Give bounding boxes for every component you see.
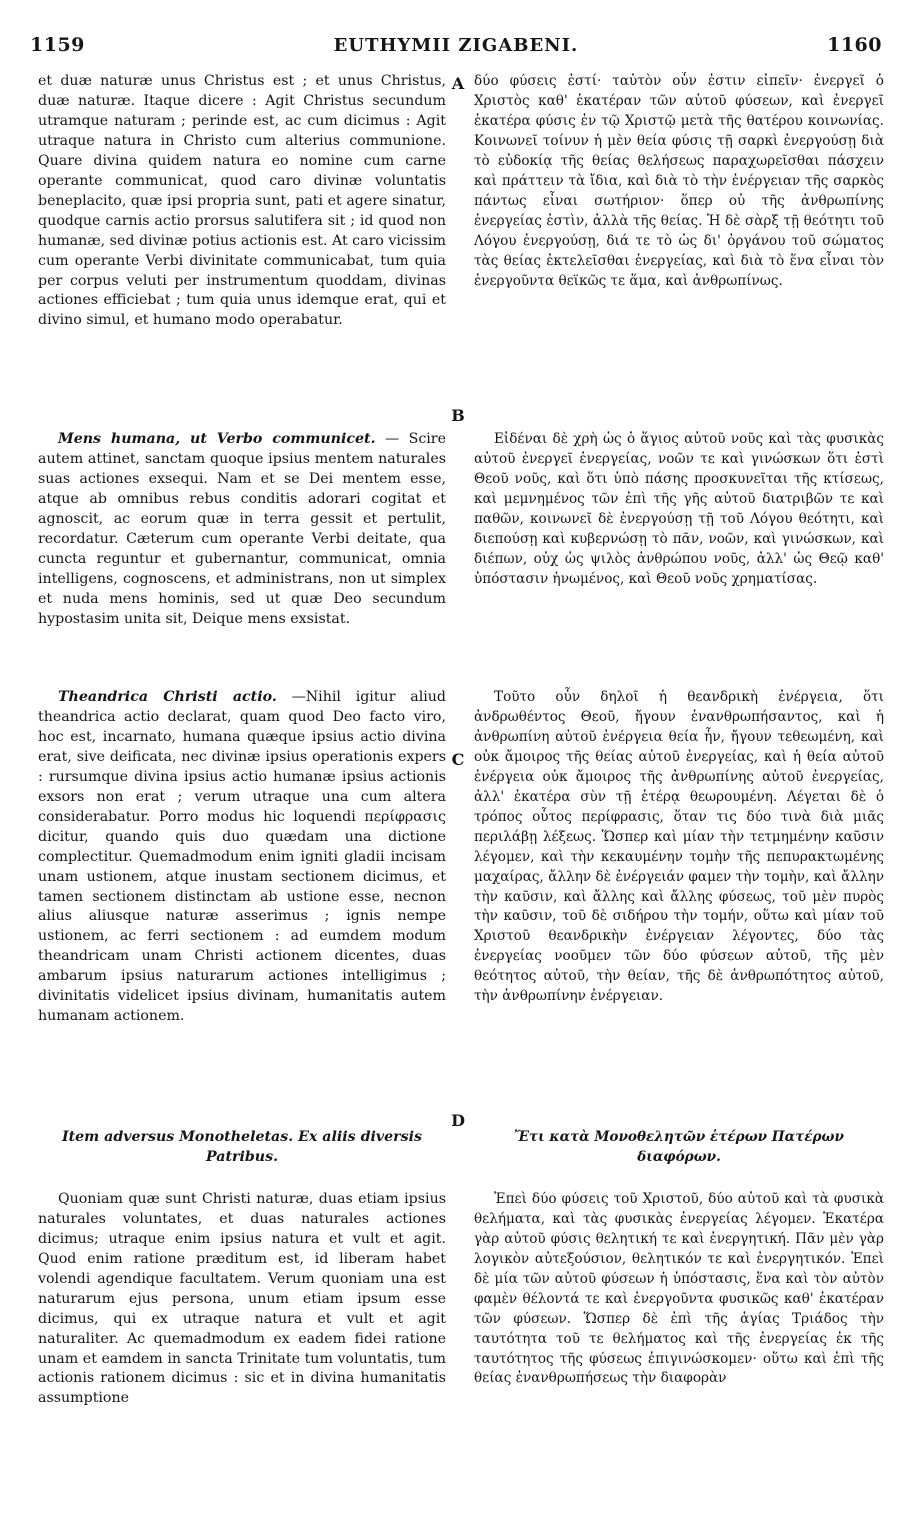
running-header [30,34,882,64]
greek-paragraph: δύο φύσεις ἐστί· ταὐτὸν οὖν ἐστιν εἰπεῖν· ἐνεργεῖ ὁ Χριστὸς καθ' ἑκατέραν τῶν αὐτοῦ φύσεων, καὶ ἐνεργεῖ ἑκατέρα φύσις ἐν τῷ Χριστῷ μετὰ τῆς θατέρου κοινωνίας. Κοινωνεῖ τοίνυν ἡ μὲν θεία φύσις τῇ σαρκὶ ἐνεργούσῃ διὰ τὸ εὐδοκίᾳ τῆς θείας θελήσεως παραχωρεῖσθαι πάσχειν καὶ πράττειν τὰ ἴδια, καὶ διὰ τὸ τὴν ἐνέργειαν τῆς σαρκὸς πάντως εἶναι σωτήριον· ὅπερ οὐ τῆς ἀνθρωπίνης ἐνεργείας ἐστὶν, ἀλλὰ τῆς θείας. Ἡ δὲ σὰρξ τῇ θεότητι τοῦ Λόγου ἐνεργούσῃ, διά τε τὸ ὡς δι' ὀργάνου τοῦ σώματος τὰς θείας ἐκτελεῖσθαι ἐνεργείας, καὶ διὰ τὸ ἕνα εἶναι τὸν ἐνεργοῦντα θεϊκῶς τε ἅμα, καὶ ἀνθρωπίνως. [474,73,884,289]
greek-paragraph: Τοῦτο οὖν δηλοῖ ἡ θεανδρικὴ ἐνέργεια, ὅτι ἀνδρωθέντος Θεοῦ, ἤγουν ἐνανθρωπήσαντος, καὶ ἡ ἀνθρωπίνη αὐτοῦ ἐνέργεια θεία ἦν, ἤγουν τεθεωμένη, καὶ οὐκ ἄμοιρος τῆς θείας αὐτοῦ ἐνεργείας, καὶ ἡ θεία αὐτοῦ ἐνέργεια οὐκ ἄμοιρος τῆς ἀνθρωπίνης αὐτοῦ ἐνεργείας, ἀλλ' ἑκατέρα σὺν τῇ ἑτέρᾳ θεωρουμένη. Λέγεται δὲ ὁ τρόπος οὗτος περίφρασις, ὅταν τις δύο τινὰ διὰ μιᾶς περιλάβῃ λέξεως. Ὥσπερ καὶ μίαν τὴν τετμημένην καῦσιν λέγομεν, καὶ τὴν κεκαυμένην τομὴν τῆς πεπυρακτωμένης μαχαίρας, ἄλλην δὲ ἐνέργειάν φαμεν τὴν τομὴν, καὶ ἄλλην τὴν καῦσιν, καὶ ἄλλης καὶ ἄλλης φύσεως, τοῦ μὲν πυρὸς τὴν καῦσιν, τοῦ δὲ σιδήρου τὴν τομήν, οὕτω καὶ μίαν τοῦ Χριστοῦ θεανδρικὴν ἐνέργειαν λέγοντες, δύο τὰς ἐνεργείας νοοῦμεν τῶν δύο φύσεων αὐτοῦ, τῆς μὲν θεότητος αὐτοῦ, τὴν θείαν, τῆς δὲ ἀνθρωπότητος αὐτοῦ, τὴν ἀνθρωπίνην ἐνέργειαν. [474,689,884,1005]
greek-block-3 [474,688,884,1007]
latin-paragraph-text: —Nihil igitur aliud theandrica actio declarat, quam quod Deo facto viro, hoc est, incarnato, humana quæque ipsius actio divina erat, sive deificata, nec divinæ ipsius operationis expers : rursumque divina ipsius actio humanæ ipsius actionis exsors non erat ; verum utraque una cum altera considerabatur. Porro modus hic loquendi περίφρασις dicitur, quando quis duo quædam una dictione complectitur. Quemadmodum enim igniti gladii incisam unam ustionem, atque inustam sectionem dicimus, et tamen sectionem distinctam ab ustione esse, necnon alius aliusque naturæ asserimus ; ignis nempe ustionem, ac ferri sectionem : ad eumdem modum theandricam unam Christi actionem dicentes, duas ambarum ipsius naturarum actiones intelligimus ; divinitatis videlicet ipsius divinam, humanitatis autem humanam actionem. [38,689,446,1025]
latin-block-3 [38,688,446,1027]
latin-paragraph: Quoniam quæ sunt Christi naturæ, duas etiam ipsius naturales voluntates, et duas naturales actiones dicimus; utraque enim ipsius natura et vult et agit. Quod enim ratione præditum est, id liberam habet volendi agendique facultatem. Verum quoniam una est naturarum ejus persona, unum etiam ipsum esse dicimus, qui ex utraque natura et vult et agit naturaliter. Ac quemadmodum ex eadem fidei ratione unam et eamdem in sancta Trinitate tum voluntatis, tum actionis rationem dicimus : sic et in divina humanitatis assumptione [38,1190,446,1407]
greek-section-title: Ἔτι κατὰ Μονοθελητῶν ἑτέρων Πατέρων διαφόρων. [514,1129,844,1165]
latin-block-4 [38,1108,446,1409]
page-number-right: 1160 [827,34,882,56]
latin-paragraph: et duæ naturæ unus Christus est ; et unus Christus, duæ naturæ. Itaque dicere : Agit Christus secundum utramque naturam ; perinde est, ac cum dicimus : Agit utraque natura in Christo cum alterius communione. Quare divina quidem natura eo nomine cum carne operante communicat, quod caro divinæ voluntatis beneplacito, quæ ipsi propria sunt, pati et agere sinatur, quodque carnis actio prorsus salutifera sit ; id quod non humanæ, sed divinæ potius actionis est. At caro vicissim cum operante Verbi divinitate communicabat, tum quia per corpus veluti per instrumentum quoddam, divinas actiones efficiebat ; tum quia unus idemque erat, qui et divino simul, et humano modo operabatur. [38,73,446,329]
greek-column [474,72,884,1482]
margin-marker-b: B [451,406,465,425]
greek-block-1 [474,72,884,291]
greek-block-4 [474,1108,884,1389]
latin-block-2 [38,430,446,630]
page-number-left: 1159 [30,34,85,56]
running-title: EUTHYMII ZIGABENI. [333,35,579,56]
latin-section-title: Item adversus Monotheletas. Ex aliis diversis Patribus. [61,1129,423,1165]
latin-subheading: Mens humana, ut Verbo communicet. [58,431,376,447]
latin-paragraph [38,430,446,630]
latin-column [38,72,446,1482]
greek-block-2 [474,430,884,590]
latin-block-1 [38,72,446,331]
margin-marker-a: A [451,74,465,93]
latin-subheading: Theandrica Christi actio. [58,689,277,705]
margin-marker-d: D [451,1111,465,1130]
greek-paragraph: Εἰδέναι δὲ χρὴ ὡς ὁ ἅγιος αὐτοῦ νοῦς καὶ τὰς φυσικὰς αὐτοῦ ἐνεργεῖ ἐνεργείας, νοῶν τε καὶ γινώσκων ὅτι ἐστὶ Θεοῦ νοῦς, καὶ ὅτι ὑπὸ πάσης προσκυνεῖται τῆς κτίσεως, καὶ μεμνημένος τῶν ἐπὶ τῆς γῆς αὐτοῦ διατριβῶν τε καὶ παθῶν, κοινωνεῖ δὲ ἐνεργούσῃ τῇ τοῦ Λόγου θεότητι, καὶ διεπούσῃ καὶ κυβερνώσῃ τὸ πᾶν, νοῶν, καὶ γινώσκων, καὶ διέπων, οὐχ ὡς ψιλὸς ἀνθρώπου νοῦς, ἀλλ' ὡς Θεῷ καθ' ὑπόστασιν ἡνωμένος, καὶ Θεοῦ νοῦς χρηματίσας. [474,431,884,587]
margin-marker-c: C [451,750,465,769]
latin-paragraph [38,688,446,1027]
latin-paragraph-text: — Scire autem attinet, sanctam quoque ipsius mentem naturales suas actiones exsequi. Nam et se Dei mentem esse, atque ab omnibus rebus conditis adorari cogitat et agnoscit, ac eorum quæ in terra gessit et pertulit, recordatur. Cæterum cum operante Verbi deitate, qua cuncta reguntur et gubernantur, communicat, omnia intelligens, cognoscens, et administrans, non ut simplex et nuda mens hominis, sed ut quæ Deo secundum hypostasim unita sit, Deique mens exsistat. [38,431,446,627]
greek-paragraph: Ἐπεὶ δύο φύσεις τοῦ Χριστοῦ, δύο αὐτοῦ καὶ τὰ φυσικὰ θελήματα, καὶ τὰς φυσικὰς ἐνεργείας λέγομεν. Ἑκατέρα γὰρ αὐτοῦ φύσις θελητική τε καὶ ἐνεργητική. Πᾶν μὲν γὰρ λογικὸν αὐτεξούσιον, θελητικόν τε καὶ ἐνεργητικόν. Ἐπεὶ δὲ μία τῶν αὐτοῦ φύσεων ἡ ὑπόστασις, ἕνα καὶ τὸν αὐτὸν φαμὲν θέλοντά τε καὶ ἐνεργοῦντα φυσικῶς καθ' ἑκατέραν τῶν φύσεων. Ὥσπερ δὲ ἐπὶ τῆς ἁγίας Τριάδος τὴν ταυτότητα τοῦ τε θελήματος καὶ τῆς ἐνεργείας ἐκ τῆς ταυτότητος τῆς φύσεως ἐπιγινώσκομεν· οὕτω καὶ ἐπὶ τῆς θείας ἐνανθρωπήσεως τὴν διαφορὰν [474,1190,884,1387]
